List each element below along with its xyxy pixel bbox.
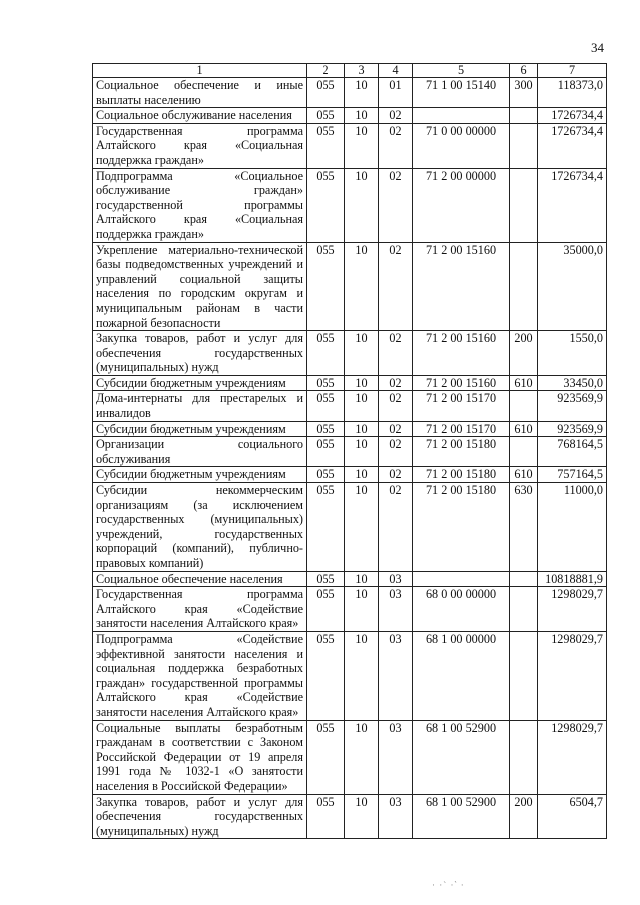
amount-cell: 1298029,7	[538, 720, 607, 794]
section-cell: 10	[345, 467, 379, 483]
expense-type-cell: 200	[510, 331, 538, 376]
expense-type-cell	[510, 571, 538, 587]
target-article-cell: 71 2 00 15180	[413, 483, 510, 572]
expense-type-cell	[510, 123, 538, 168]
target-article-cell: 71 2 00 15160	[413, 375, 510, 391]
page-number: 34	[591, 40, 604, 55]
amount-cell: 6504,7	[538, 794, 607, 839]
expense-type-cell	[510, 168, 538, 242]
expense-type-cell: 300	[510, 78, 538, 108]
expense-type-cell	[510, 720, 538, 794]
admin-code-cell: 055	[307, 794, 345, 839]
table-row	[93, 720, 607, 794]
admin-code-cell: 055	[307, 375, 345, 391]
section-cell: 10	[345, 720, 379, 794]
amount-cell: 1550,0	[538, 331, 607, 376]
table-row	[93, 421, 607, 437]
admin-code-cell: 055	[307, 331, 345, 376]
column-header: 1	[93, 64, 307, 78]
target-article-cell: 71 1 00 15140	[413, 78, 510, 108]
expense-type-cell	[510, 587, 538, 632]
admin-code-cell: 055	[307, 483, 345, 572]
table-row	[93, 571, 607, 587]
column-header: 5	[413, 64, 510, 78]
amount-cell: 33450,0	[538, 375, 607, 391]
row-name-cell: Субсидии некоммерческим организациям (за исключением государственных (муниципальных) учреждений, государственных корпораций (компаний), публично-правовых компаний)	[93, 483, 307, 572]
budget-table	[92, 63, 607, 839]
target-article-cell	[413, 571, 510, 587]
section-cell: 10	[345, 437, 379, 467]
subsection-cell: 02	[379, 168, 413, 242]
row-name-cell: Организации социального обслуживания	[93, 437, 307, 467]
admin-code-cell: 055	[307, 123, 345, 168]
admin-code-cell: 055	[307, 587, 345, 632]
target-article-cell: 71 2 00 15170	[413, 421, 510, 437]
expense-type-cell	[510, 437, 538, 467]
expense-type-cell: 610	[510, 375, 538, 391]
admin-code-cell: 055	[307, 437, 345, 467]
subsection-cell: 02	[379, 123, 413, 168]
section-cell: 10	[345, 631, 379, 720]
row-name-cell: Социальное обеспечение населения	[93, 571, 307, 587]
subsection-cell: 02	[379, 483, 413, 572]
amount-cell: 1726734,4	[538, 123, 607, 168]
table-row	[93, 78, 607, 108]
row-name-cell: Субсидии бюджетным учреждениям	[93, 467, 307, 483]
row-name-cell: Укрепление материально-технической базы подведомственных учреждений и управлений социальной защиты населения по городским округам и муниципальным районам в части пожарной безопасности	[93, 242, 307, 331]
subsection-cell: 02	[379, 391, 413, 421]
target-article-cell: 71 2 00 15170	[413, 391, 510, 421]
section-cell: 10	[345, 571, 379, 587]
section-cell: 10	[345, 483, 379, 572]
section-cell: 10	[345, 123, 379, 168]
column-header: 7	[538, 64, 607, 78]
subsection-cell: 01	[379, 78, 413, 108]
target-article-cell: 68 0 00 00000	[413, 587, 510, 632]
target-article-cell: 68 1 00 52900	[413, 720, 510, 794]
section-cell: 10	[345, 78, 379, 108]
row-name-cell: Государственная программа Алтайского края «Содействие занятости населения Алтайского края»	[93, 587, 307, 632]
amount-cell: 757164,5	[538, 467, 607, 483]
amount-cell: 1726734,4	[538, 108, 607, 124]
row-name-cell: Государственная программа Алтайского края «Социальная поддержка граждан»	[93, 123, 307, 168]
section-cell: 10	[345, 108, 379, 124]
section-cell: 10	[345, 168, 379, 242]
table-row	[93, 483, 607, 572]
target-article-cell: 71 2 00 15160	[413, 331, 510, 376]
amount-cell: 11000,0	[538, 483, 607, 572]
table-header-row	[93, 64, 607, 78]
table-row	[93, 168, 607, 242]
amount-cell: 35000,0	[538, 242, 607, 331]
section-cell: 10	[345, 242, 379, 331]
amount-cell: 10818881,9	[538, 571, 607, 587]
table-row	[93, 391, 607, 421]
subsection-cell: 03	[379, 571, 413, 587]
row-name-cell: Социальное обслуживание населения	[93, 108, 307, 124]
table-row	[93, 331, 607, 376]
row-name-cell: Субсидии бюджетным учреждениям	[93, 375, 307, 391]
row-name-cell: Дома-интернаты для престарелых и инвалидов	[93, 391, 307, 421]
subsection-cell: 02	[379, 242, 413, 331]
amount-cell: 768164,5	[538, 437, 607, 467]
amount-cell: 923569,9	[538, 391, 607, 421]
subsection-cell: 02	[379, 108, 413, 124]
amount-cell: 118373,0	[538, 78, 607, 108]
target-article-cell: 68 1 00 52900	[413, 794, 510, 839]
admin-code-cell: 055	[307, 78, 345, 108]
target-article-cell: 71 0 00 00000	[413, 123, 510, 168]
subsection-cell: 02	[379, 437, 413, 467]
subsection-cell: 02	[379, 331, 413, 376]
amount-cell: 923569,9	[538, 421, 607, 437]
section-cell: 10	[345, 331, 379, 376]
subsection-cell: 03	[379, 794, 413, 839]
expense-type-cell	[510, 242, 538, 331]
row-name-cell: Подпрограмма «Социальное обслуживание граждан» государственной программы Алтайского края «Социальная поддержка граждан»	[93, 168, 307, 242]
table-row	[93, 631, 607, 720]
admin-code-cell: 055	[307, 391, 345, 421]
table-row	[93, 108, 607, 124]
column-header: 4	[379, 64, 413, 78]
table-row	[93, 587, 607, 632]
section-cell: 10	[345, 375, 379, 391]
admin-code-cell: 055	[307, 421, 345, 437]
table-row	[93, 437, 607, 467]
expense-type-cell	[510, 631, 538, 720]
target-article-cell: 71 2 00 15180	[413, 467, 510, 483]
amount-cell: 1298029,7	[538, 587, 607, 632]
scan-noise: · ·` ·‵ ·	[432, 880, 465, 890]
target-article-cell: 68 1 00 00000	[413, 631, 510, 720]
admin-code-cell: 055	[307, 720, 345, 794]
admin-code-cell: 055	[307, 467, 345, 483]
row-name-cell: Подпрограмма «Содействие эффективной занятости населения и социальная поддержка безработных граждан» государственной программы Алтайского края «Содействие занятости населения Алтайского края»	[93, 631, 307, 720]
table-row	[93, 467, 607, 483]
subsection-cell: 02	[379, 375, 413, 391]
amount-cell: 1726734,4	[538, 168, 607, 242]
admin-code-cell: 055	[307, 168, 345, 242]
expense-type-cell: 630	[510, 483, 538, 572]
table-row	[93, 123, 607, 168]
subsection-cell: 03	[379, 631, 413, 720]
admin-code-cell: 055	[307, 631, 345, 720]
column-header: 3	[345, 64, 379, 78]
column-header: 6	[510, 64, 538, 78]
section-cell: 10	[345, 391, 379, 421]
section-cell: 10	[345, 587, 379, 632]
target-article-cell: 71 2 00 00000	[413, 168, 510, 242]
expense-type-cell: 610	[510, 421, 538, 437]
admin-code-cell: 055	[307, 571, 345, 587]
subsection-cell: 03	[379, 587, 413, 632]
admin-code-cell: 055	[307, 242, 345, 331]
admin-code-cell: 055	[307, 108, 345, 124]
subsection-cell: 03	[379, 720, 413, 794]
row-name-cell: Субсидии бюджетным учреждениям	[93, 421, 307, 437]
row-name-cell: Закупка товаров, работ и услуг для обеспечения государственных (муниципальных) нужд	[93, 331, 307, 376]
subsection-cell: 02	[379, 467, 413, 483]
table-row	[93, 375, 607, 391]
expense-type-cell: 610	[510, 467, 538, 483]
row-name-cell: Закупка товаров, работ и услуг для обеспечения государственных (муниципальных) нужд	[93, 794, 307, 839]
expense-type-cell	[510, 391, 538, 421]
row-name-cell: Социальные выплаты безработным гражданам в соответствии с Законом Российской Федерации от 19 апреля 1991 года № 1032-1 «О занятости населения в Российской Федерации»	[93, 720, 307, 794]
table-row	[93, 794, 607, 839]
section-cell: 10	[345, 794, 379, 839]
subsection-cell: 02	[379, 421, 413, 437]
section-cell: 10	[345, 421, 379, 437]
row-name-cell: Социальное обеспечение и иные выплаты населению	[93, 78, 307, 108]
expense-type-cell: 200	[510, 794, 538, 839]
target-article-cell: 71 2 00 15160	[413, 242, 510, 331]
expense-type-cell	[510, 108, 538, 124]
amount-cell: 1298029,7	[538, 631, 607, 720]
target-article-cell: 71 2 00 15180	[413, 437, 510, 467]
column-header: 2	[307, 64, 345, 78]
target-article-cell	[413, 108, 510, 124]
table-row	[93, 242, 607, 331]
